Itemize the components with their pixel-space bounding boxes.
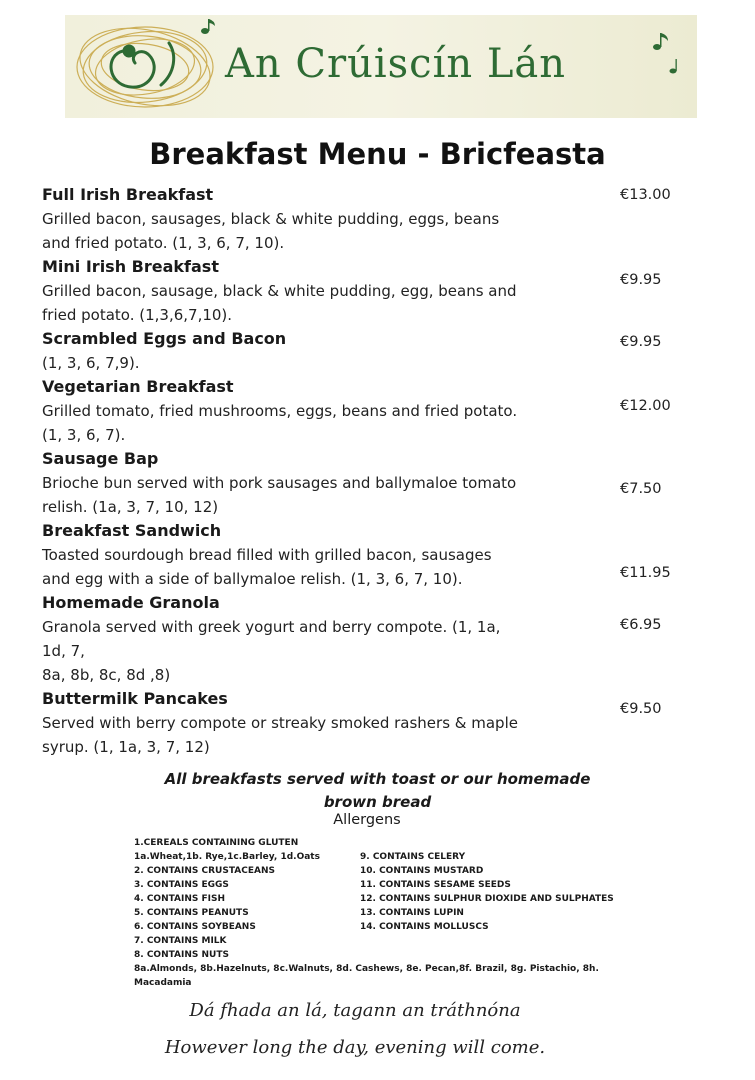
menu-item	[42, 591, 692, 687]
item-name: Mini Irish Breakfast	[42, 257, 219, 276]
item-description: Toasted sourdough bread filled with grilled bacon, sausages and egg with a side of ballymaloe relish. (1, 3, 6, 7, 10).	[42, 546, 492, 588]
motto-irish: Dá fhada an lá, tagann an tráthnóna	[189, 1000, 521, 1021]
item-name: Breakfast Sandwich	[42, 521, 222, 540]
menu-item	[42, 255, 692, 327]
allergen-entry: 1a.Wheat,1b. Rye,1c.Barley, 1d.Oats	[134, 852, 320, 862]
page-title: Breakfast Menu - Bricfeasta	[149, 137, 606, 171]
item-price: €12.00	[620, 398, 671, 414]
motto-english: However long the day, evening will come.	[164, 1037, 546, 1058]
allergen-entry: 14. CONTAINS MOLLUSCS	[360, 922, 489, 932]
allergen-entry: 13. CONTAINS LUPIN	[360, 908, 464, 918]
allergen-entry: 3. CONTAINS EGGS	[134, 880, 229, 890]
item-price: €7.50	[620, 481, 662, 497]
allergen-entry: 1.CEREALS CONTAINING GLUTEN	[134, 838, 299, 848]
item-name: Sausage Bap	[42, 449, 159, 468]
menu-item	[42, 327, 692, 375]
menu-item	[42, 375, 692, 447]
allergen-entry: 11. CONTAINS SESAME SEEDS	[360, 880, 511, 890]
item-description: Grilled tomato, fried mushrooms, eggs, beans and fried potato. (1, 3, 6, 7).	[42, 402, 518, 444]
allergens-heading: Allergens	[333, 812, 401, 828]
allergen-entry: 10. CONTAINS MUSTARD	[360, 866, 484, 876]
menu-list	[42, 183, 692, 759]
allergen-column-right	[360, 850, 640, 934]
item-price: €13.00	[620, 187, 671, 203]
allergen-entry: 8. CONTAINS NUTS	[134, 950, 229, 960]
allergen-entry: 2. CONTAINS CRUSTACEANS	[134, 866, 275, 876]
item-description: Served with berry compote or streaky smoked rashers & maple syrup. (1, 1a, 3, 7, 12)	[42, 714, 518, 756]
menu-item	[42, 183, 692, 255]
allergen-entry: 5. CONTAINS PEANUTS	[134, 908, 249, 918]
item-name: Homemade Granola	[42, 593, 220, 612]
item-name: Full Irish Breakfast	[42, 185, 214, 204]
item-price: €6.95	[620, 617, 662, 633]
allergen-entry: 6. CONTAINS SOYBEANS	[134, 922, 256, 932]
allergen-entry: 9. CONTAINS CELERY	[360, 852, 466, 862]
menu-item	[42, 447, 692, 519]
item-description: Brioche bun served with pork sausages and ballymaloe tomato relish. (1a, 3, 7, 10, 12)	[42, 474, 517, 516]
item-price: €11.95	[620, 565, 671, 581]
item-description: Grilled bacon, sausage, black & white pudding, egg, beans and fried potato. (1,3,6,7,10).	[42, 282, 517, 324]
menu-item	[42, 687, 692, 759]
allergen-column-left	[134, 836, 374, 962]
item-name: Scrambled Eggs and Bacon	[42, 329, 287, 348]
item-description: Grilled bacon, sausages, black & white pudding, eggs, beans and fried potato. (1, 3, 6, 7, 10).	[42, 210, 500, 252]
allergen-entry: 7. CONTAINS MILK	[134, 936, 227, 946]
menu-item	[42, 519, 692, 591]
item-price: €9.50	[620, 701, 662, 717]
restaurant-name: An Crúiscín Lán	[225, 41, 567, 87]
item-name: Vegetarian Breakfast	[42, 377, 234, 396]
allergen-entry: 12. CONTAINS SULPHUR DIOXIDE AND SULPHATES	[360, 894, 614, 904]
breakfast-note: All breakfasts served with toast or our homemade brown bread	[164, 770, 591, 811]
nuts-detail: 8a.Almonds, 8b.Hazelnuts, 8c.Walnuts, 8d. Cashews, 8e. Pecan,8f. Brazil, 8g. Pistachio, 8h. Macadamia	[134, 964, 599, 988]
header-banner	[65, 15, 697, 118]
item-name: Buttermilk Pancakes	[42, 689, 228, 708]
item-description: (1, 3, 6, 7,9).	[42, 354, 140, 372]
allergen-entry: 4. CONTAINS FISH	[134, 894, 226, 904]
item-description: Granola served with greek yogurt and berry compote. (1, 1a, 1d, 7, 8a, 8b, 8c, 8d ,8)	[42, 618, 501, 684]
item-price: €9.95	[620, 272, 662, 288]
item-price: €9.95	[620, 334, 662, 350]
